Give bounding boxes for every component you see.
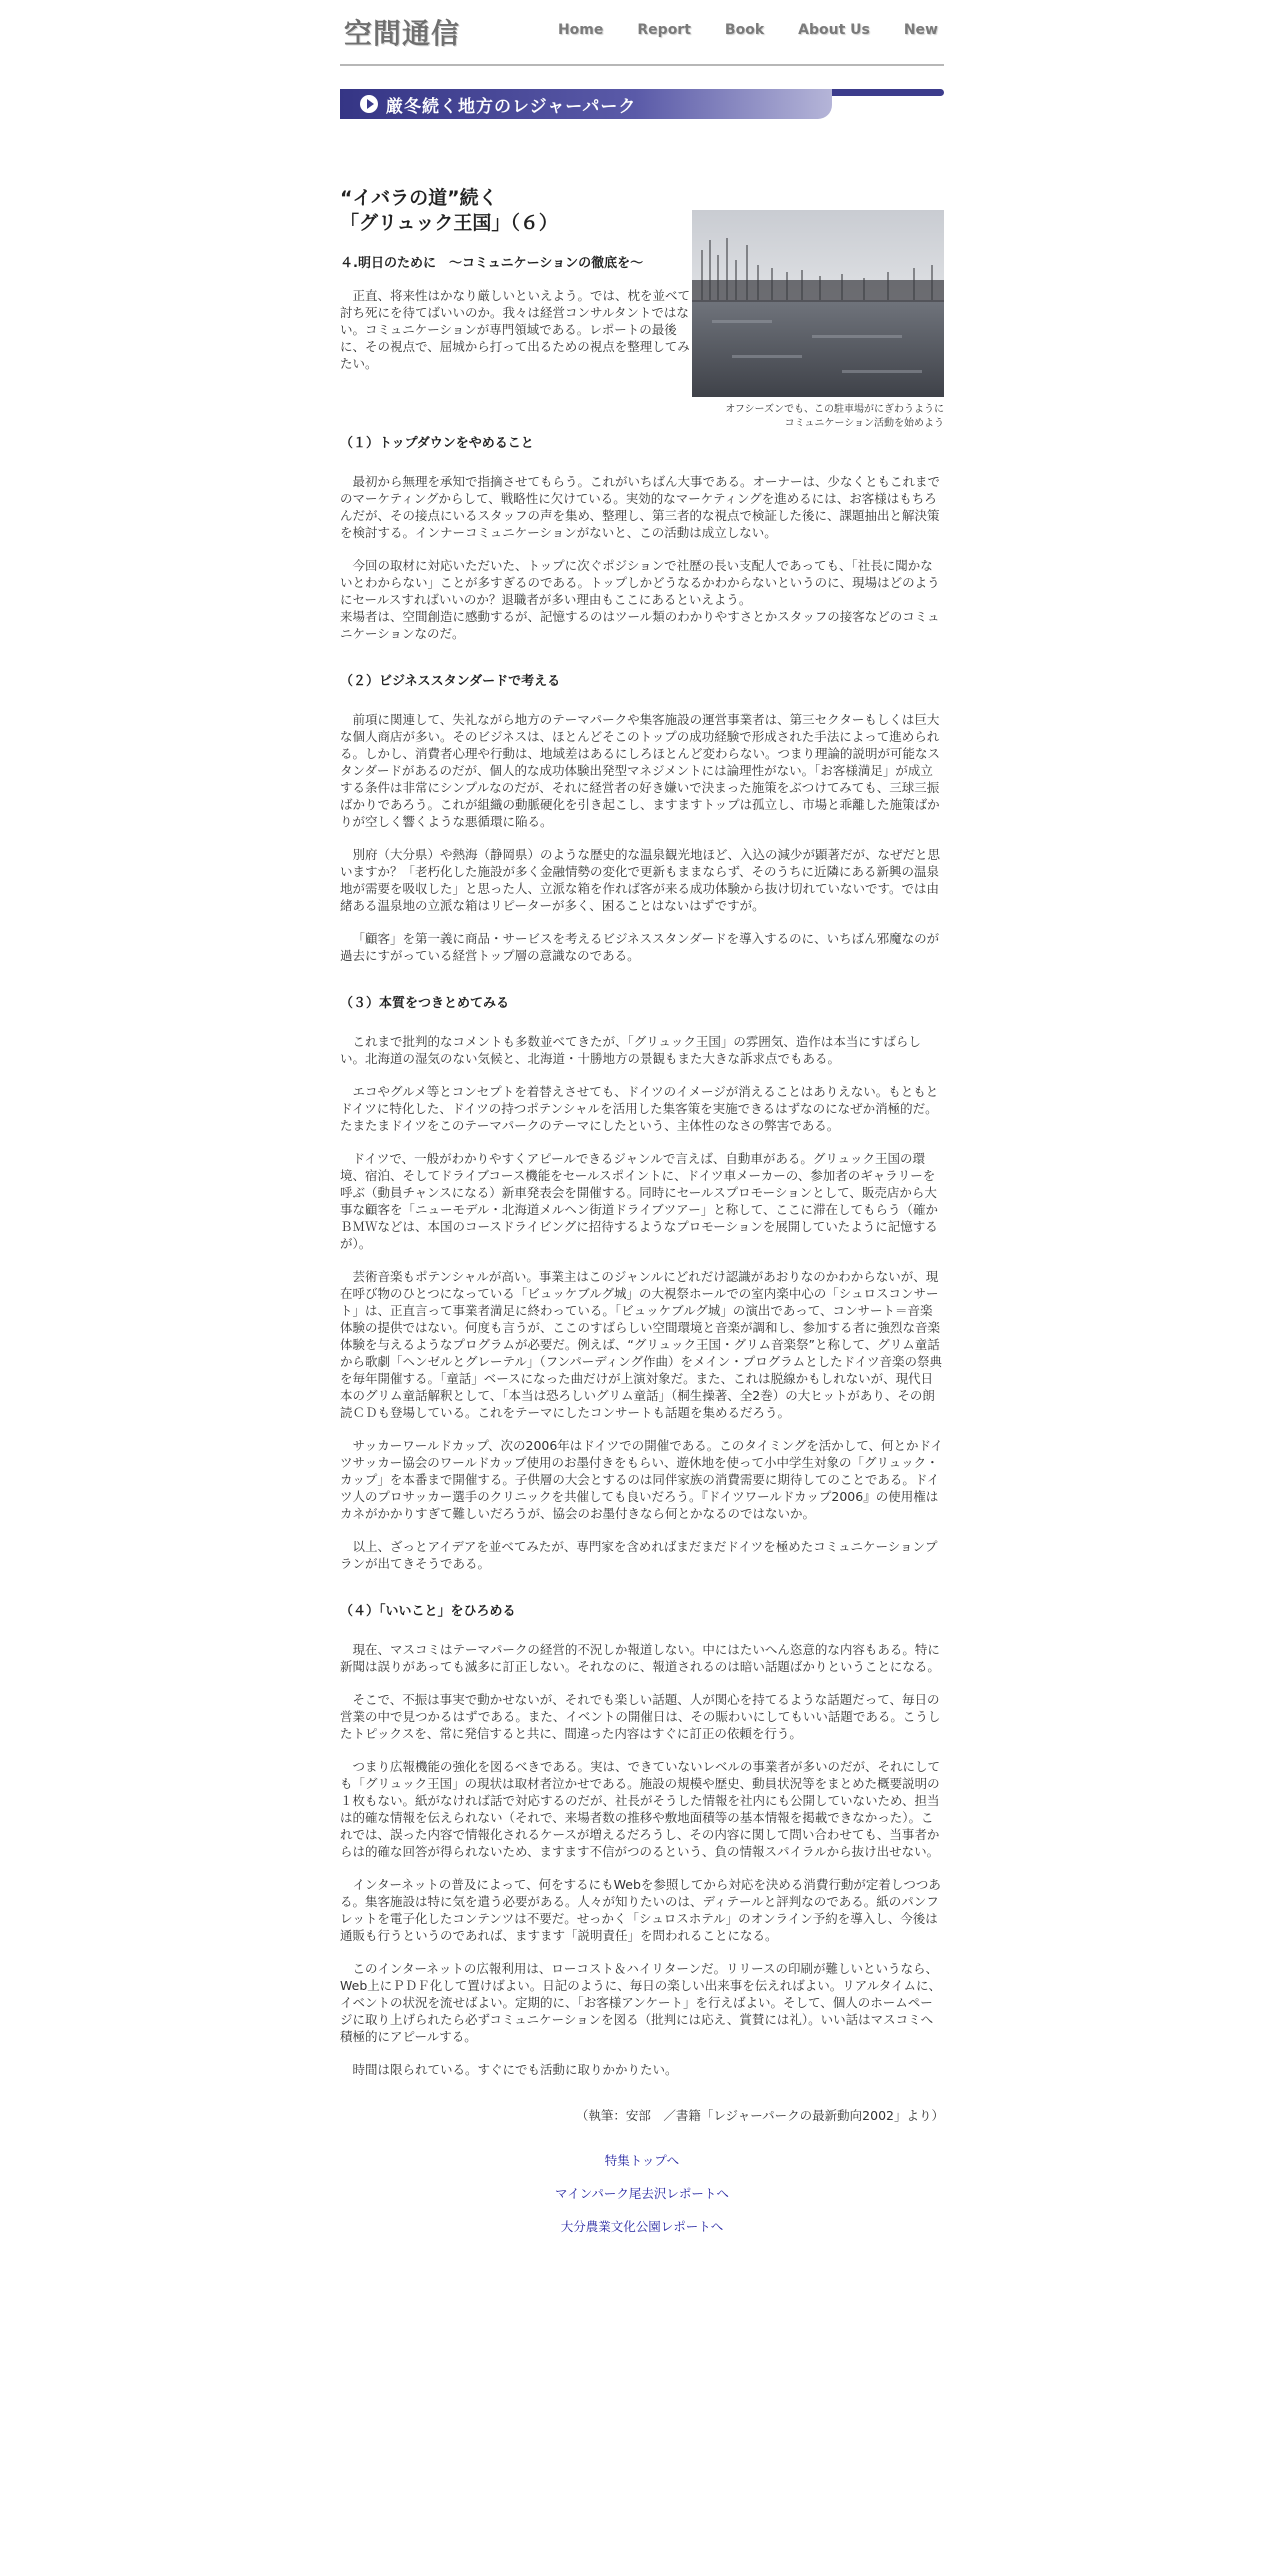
intro-paragraph: 正直、将来性はかなり厳しいといえよう。では、枕を並べて討ち死にを待てばいいのか。我々は経営コンサルタントではない。コミュニケーションが専門領域である。レポートの最後に、その視点で、屈城から打って出るための視点を整理してみたい。 [340,288,691,371]
title-line-1: “イバラの道”続く [340,187,498,209]
paragraph: このインターネットの広報利用は、ローコスト＆ハイリターンだ。リリースの印刷が難しいというなら、Web上にＰＤＦ化して置けばよい。日記のように、毎日の楽しい出来事を伝えればよい。リアルタイムに、イベントの状況を流せばよい。定期的に、「お客様アンケート」を行えばよい。そして、個人のホームページに取り上げられたら必ずコミュニケーションを図る（批判には応え、賞賛には礼）。いい話はマスコミへ積極的にアピールする。 [340,1961,942,2044]
main-nav [558,22,938,38]
nav-new[interactable]: New [903,22,938,38]
caption-line-1: オフシーズンでも、この駐車場がにぎわうように [725,404,944,415]
paragraph: サッカーワールドカップ、次の2006年はドイツでの開催である。このタイミングを活かして、何とかドイツサッカー協会のワールドカップ使用のお墨付きをもらい、遊休地を使って小中学生対象の「グリュック・カップ」を本番まで開催する。子供層の大会とするのは同伴家族の消費需要に期待してのことである。ドイツ人のプロサッカー選手のクリニックを共催しても良いだろう。『ドイツワールドカップ2006』の使用権はカネがかかりすぎて難しいだろうが、協会のお墨付きなら何とかなるのではないか。 [340,1438,943,1521]
frozen-lake-photo [692,210,944,397]
paragraph: 別府（大分県）や熱海（静岡県）のような歴史的な温泉観光地ほど、入込の減少が顕著だが、なぜだと思いますか？「老朽化した施設が多く金融情勢の変化で更新もままならず、そのうちに近隣にある新興の温泉地が需要を吸収した」と思った人、立派な箱を作れば客が来る成功体験から抜け切れていないです。では由緒ある温泉地の立派な箱はリピーターが多く、困ることはないはずですが。 [340,847,941,913]
paragraph: 「顧客」を第一義に商品・サービスを考えるビジネススタンダードを導入するのに、いちばん邪魔なのが過去にすがっている経営トップ層の意識なのである。 [340,931,940,963]
paragraph: 今回の取材に対応いただいた、トップに次ぐポジションで社歴の長い支配人であっても、「社長に聞かないとわからない」ことが多すぎるのである。トップしかどうなるかわからないというのに、現場はどのようにセールスすればいいのか？退職者が多い理由もここにあるといえよう。 来場者は、空間創造に感動するが、記憶するのはツール類のわかりやすさとかスタッフの接客などのコミュニケーションなのだ。 [340,558,940,641]
paragraph: これまで批判的なコメントも多数並べてきたが、「グリュック王国」の雰囲気、造作は本当にすばらしい。北海道の湿気のない気候と、北海道・十勝地方の景観もまた大きな訴求点でもある。 [340,1034,921,1066]
paragraph: 前項に関連して、失礼ながら地方のテーマパークや集客施設の運営事業者は、第三セクターもしくは巨大な個人商店が多い。そのビジネスは、ほとんどそこのトップの成功経験で形成された手法によって進められる。しかし、消費者心理や行動は、地域差はあるにしろほとんど変わらない。つまり理論的説明が可能なスタンダードがあるのだが、個人的な成功体験出発型マネジメントには論理性がない。「お客様満足」が成立する条件は非常にシンプルなのだが、それに経営者の好き嫌いで決まった施策をぶつけてみても、三球三振ばかりであろう。これが組織の動脈硬化を引き起こし、ますますトップは孤立し、市場と乖離した施策ばかりが空しく響くような悪循環に陥る。 [340,712,941,829]
paragraph: 以上、ざっとアイデアを並べてみたが、専門家を含めればまだまだドイツを極めたコミュニケーションプランが出てきそうである。 [340,1539,938,1571]
section-heading-1: （１）トップダウンをやめること [340,436,534,451]
lake-illustration [692,210,944,397]
link-minepark-report[interactable]: マインパーク尾去沢レポートへ [555,2186,729,2201]
banner-title: 厳冬続く地方のレジャーパーク [386,97,637,117]
title-line-2: 「グリュック王国」（６） [340,212,558,234]
article [340,186,944,2235]
site-header [340,0,944,66]
photo-figure [692,210,944,431]
paragraph: 時間は限られている。すぐにでも活動に取りかかりたい。 [352,2062,678,2077]
link-feature-top[interactable]: 特集トップへ [604,2153,680,2168]
nav-report[interactable]: Report [637,22,691,38]
link-oita-report[interactable]: 大分農業文化公園レポートへ [560,2219,724,2234]
related-links [340,2152,944,2235]
nav-book[interactable]: Book [724,22,765,38]
play-circle-icon [360,95,378,113]
section-heading-3: （３）本質をつきとめてみる [340,996,510,1011]
section-heading-4: （４）「いいこと」をひろめる [340,1604,516,1619]
paragraph: 最初から無理を承知で指摘させてもらう。これがいちばん大事である。オーナーは、少なくともこれまでのマーケティングからして、戦略性に欠けている。実効的なマーケティングを進めるには、お客様はもちろんだが、その接点にいるスタッフの声を集め、整理し、第三者的な視点で検証した後に、課題抽出と解決策を検討する。インナーコミュニケーションがないと、この活動は成立しない。 [340,474,941,540]
page-wrapper [340,0,944,2234]
paragraph: 現在、マスコミはテーマパークの経営的不況しか報道しない。中にはたいへん恣意的な内容もある。特に新聞は誤りがあっても滅多に訂正しない。それなのに、報道されるのは暗い話題ばかりということになる。 [340,1642,940,1674]
paragraph: つまり広報機能の強化を図るべきである。実は、できていないレベルの事業者が多いのだが、それにしても「グリュック王国」の現状は取材者泣かせである。施設の規模や歴史、動員状況等をまとめた概要説明の１枚もない。紙がなければ話で対応するのだが、社長がそうした情報を社内にも公開していないため、担当は的確な情報を伝えられない（それで、来場者数の推移や敷地面積等の基本情報を掲載できなかった）。これでは、誤った内容で情報化されるケースが増えるだろうし、その内容に関して問い合わせても、当事者からは的確な回答が得られないため、ますます不信がつのるという、負の情報スパイラルから抜け出せない。 [340,1759,941,1859]
section-subhead: ４.明日のために ～コミュニケーションの徹底を～ [340,256,644,271]
paragraph: そこで、不振は事実で動かせないが、それでも楽しい話題、人が関心を持てるような話題だって、毎日の営業の中で見つかるはずである。また、イベントの開催日は、その賑わいにしてもいい話題である。こうしたトピックスを、常に発信すると共に、間違った内容はすぐに訂正の依頼を行う。 [340,1692,941,1741]
author-credit: （執筆：安部 ／書籍「レジャーパークの最新動向2002」より） [575,2108,944,2123]
site-logo[interactable]: 空間通信 [344,17,461,50]
photo-caption [692,403,944,431]
paragraph: 芸術音楽もポテンシャルが高い。事業主はこのジャンルにどれだけ認識があおりなのかわからないが、現在呼び物のひとつになっている「ビュッケブルグ城」の大視祭ホールでの室内楽中心の「シュロスコンサート」は、正直言って事業者満足に終わっている。「ビュッケブルグ城」の演出であって、コンサート＝音楽体験の提供ではない。何度も言うが、ここのすばらしい空間環境と音楽が調和し、参加する者に強烈な音楽体験を与えるようなプログラムが必要だ。例えば、“グリュック王国・グリム音楽祭”と称して、グリム童話から歌劇「ヘンゼルとグレーテル」（フンパーディング作曲）をメイン・プログラムとしたドイツ音楽の祭典を毎年開催する。「童話」ベースになった曲だけが上演対象だ。また、これは脱線かもしれないが、現代日本のグリム童話解釈として、「本当は恐ろしいグリム童話」（桐生操著、全2巻）の大ヒットがあり、その朗読ＣＤも登場している。これをテーマにしたコンサートも話題を集めるだろう。 [340,1269,943,1420]
section-heading-2: （２）ビジネススタンダードで考える [340,674,561,689]
section-banner [340,89,944,121]
paragraph: ドイツで、一般がわかりやすくアピールできるジャンルで言えば、自動車がある。グリュック王国の環境、宿泊、そしてドライブコース機能をセールスポイントに、ドイツ車メーカーの、参加者のギャラリーを呼ぶ（動員チャンスになる）新車発表会を開催する。同時にセールスプロモーションとして、販売店から大事な顧客を「ニューモデル・北海道メルヘン街道ドライブツアー」と称して、ここに滞在してもらう（確かＢＭＷなどは、本国のコースドライビングに招待するようなプロモーションを展開していたように記憶するが）。 [340,1151,939,1251]
paragraph: インターネットの普及によって、何をするにもWebを参照してから対応を決める消費行動が定着しつつある。集客施設は特に気を遣う必要がある。人々が知りたいのは、ディテールと評判なのである。紙のパンフレットを電子化したコンテンツは不要だ。せっかく「シュロスホテル」のオンライン予約を導入し、今後は通販も行うというのであれば、ますます「説明責任」を問われることになる。 [340,1877,941,1943]
paragraph: エコやグルメ等とコンセプトを着替えさせても、ドイツのイメージが消えることはありえない。もともとドイツに特化した、ドイツの持つポテンシャルを活用した集客策を実施できるはずなのになぜか消極的だ。たまたまドイツをこのテーマパークのテーマにしたという、主体性のなさの弊害である。 [340,1084,939,1133]
nav-home[interactable]: Home [557,22,604,38]
nav-about-us[interactable]: About Us [798,22,870,38]
caption-line-2: コミュニケーション活動を始めよう [784,418,944,429]
